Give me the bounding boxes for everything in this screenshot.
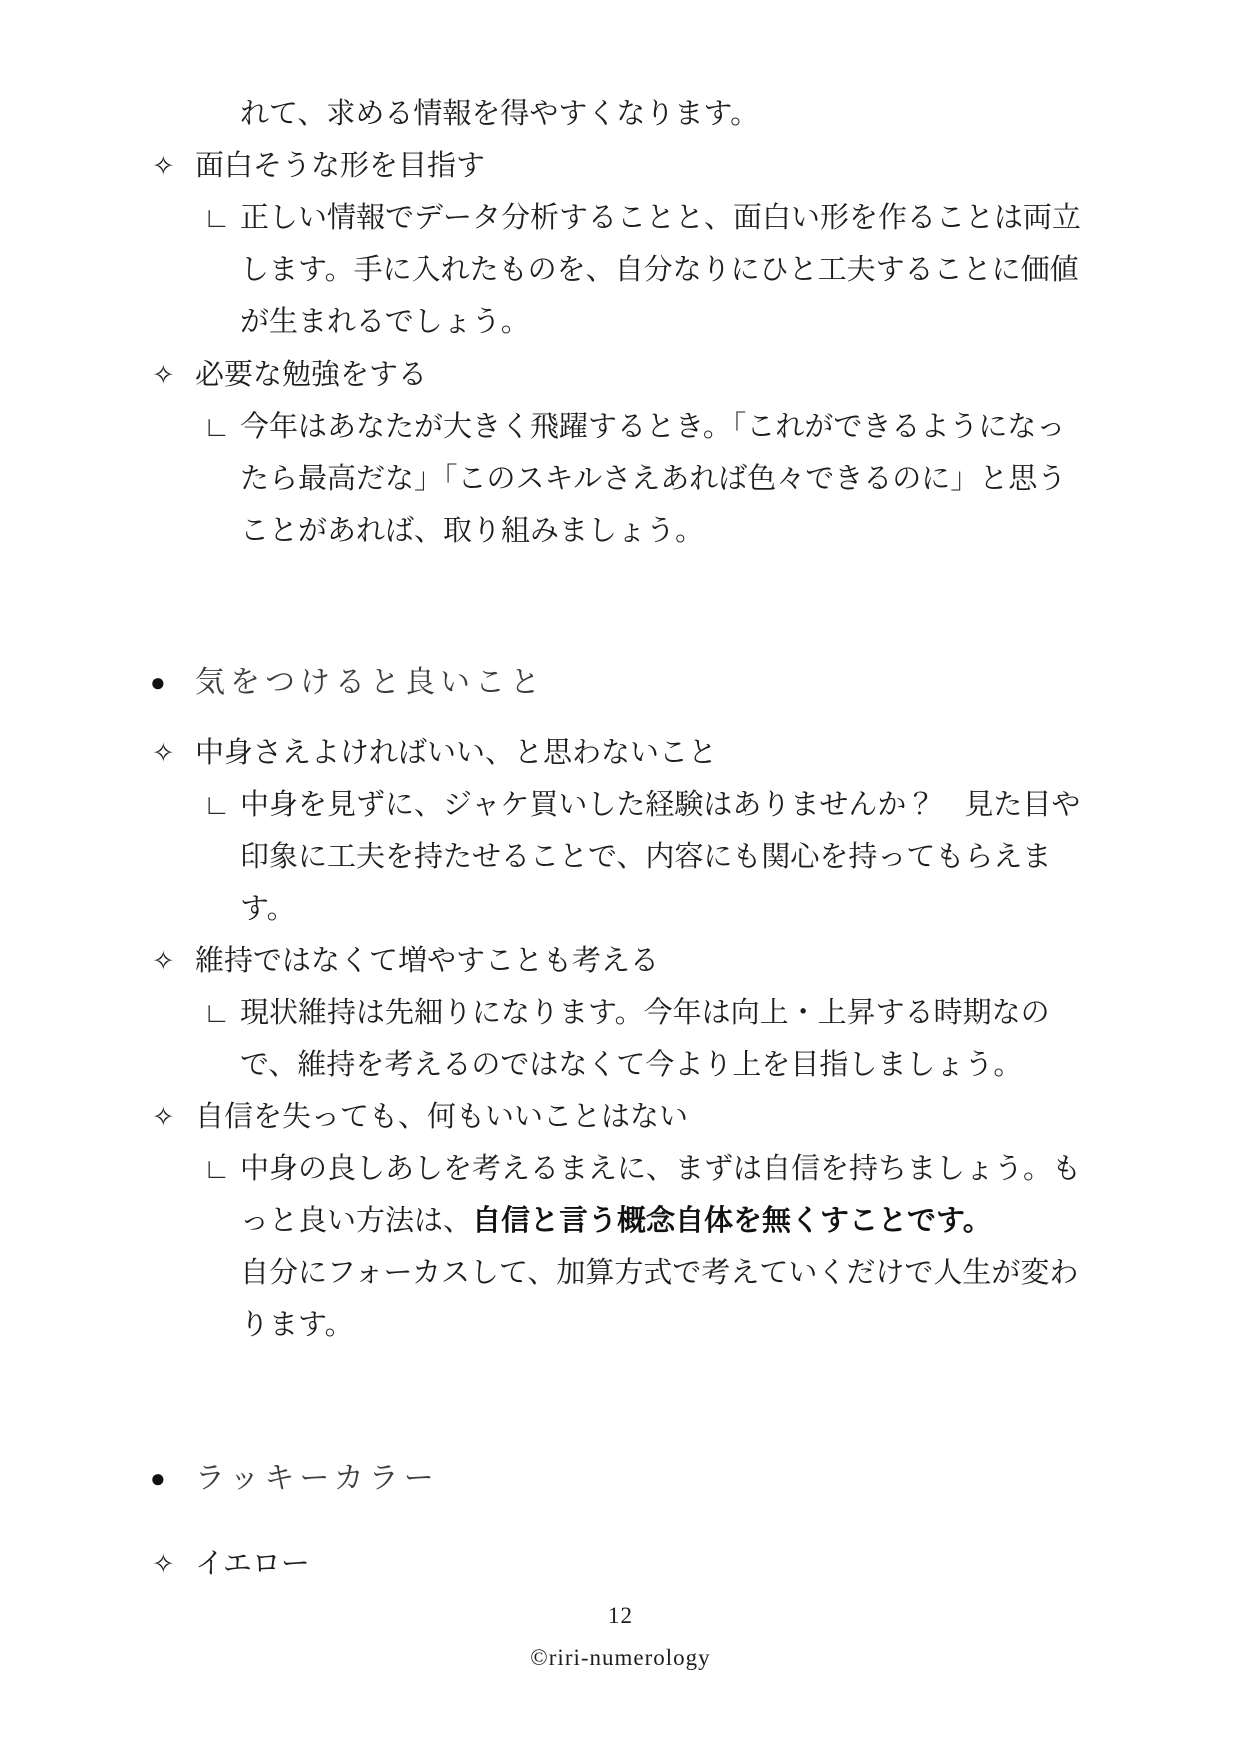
- list-subitem: [203, 997, 1050, 1030]
- branch-bullet-icon: ∟: [203, 412, 231, 443]
- body-text: 中身の良しあしを考えるまえに、まずは自信を持ちましょう。も: [240, 1153, 1082, 1185]
- body-text: 印象に工夫を持たせることで、内容にも関心を持ってもらえま: [240, 841, 1052, 873]
- list-item-title: [152, 945, 659, 978]
- body-text: ります。: [240, 1309, 354, 1341]
- list-item-title: [152, 1101, 688, 1134]
- list-item-title: [152, 737, 717, 770]
- body-text: します。手に入れたものを、自分なりにひと工夫することに価値: [240, 254, 1079, 286]
- body-line: [240, 254, 1079, 287]
- body-text: 中身を見ずに、ジャケ買いした経験はありませんか？ 見た目や: [240, 789, 1081, 821]
- branch-bullet-icon: ∟: [203, 1154, 231, 1185]
- branch-bullet-icon: ∟: [203, 998, 231, 1029]
- body-text: 自分にフォーカスして、加算方式で考えていくだけで人生が変わ: [240, 1257, 1079, 1289]
- body-text: 正しい情報でデータ分析することと、面白い形を作ることは両立: [240, 202, 1082, 234]
- item-title-text: 中身さえよければいい、と思わないこと: [195, 737, 718, 769]
- diamond-bullet-icon: ✧: [152, 151, 175, 181]
- page-number: 12: [608, 1603, 633, 1628]
- branch-bullet-icon: ∟: [203, 790, 231, 821]
- copyright-notice: ©riri-numerology: [530, 1645, 711, 1670]
- body-line: [240, 841, 1051, 874]
- body-text: で、維持を考えるのではなくて今より上を目指しましょう。: [240, 1049, 1023, 1081]
- body-line-with-emphasis: [240, 1205, 992, 1238]
- emphasized-text: 自信と言う概念自体を無くすことです。: [472, 1205, 992, 1237]
- body-text: す。: [240, 893, 296, 925]
- body-text: っと良い方法は、: [240, 1205, 473, 1237]
- item-title-text: 必要な勉強をする: [195, 359, 428, 391]
- section-bullet-icon: ●: [150, 1463, 166, 1493]
- branch-bullet-icon: ∟: [203, 203, 231, 234]
- diamond-bullet-icon: ✧: [152, 1549, 175, 1579]
- body-line: [240, 1309, 354, 1342]
- section-heading-text: 気をつけると良いこと: [195, 666, 545, 699]
- body-line: [240, 515, 704, 548]
- item-title-text: 自信を失っても、何もいいことはない: [195, 1101, 689, 1133]
- list-subitem: [203, 202, 1081, 235]
- item-title-text: 維持ではなくて増やすことも考える: [195, 945, 660, 977]
- section-bullet-icon: ●: [150, 667, 166, 697]
- body-line: [240, 1049, 1022, 1082]
- body-text: が生まれるでしょう。: [240, 306, 530, 338]
- body-text: 今年はあなたが大きく飛躍するとき。「これができるようになっ: [240, 411, 1066, 443]
- body-text: たら最高だな」「このスキルさえあれば色々できるのに」と思う: [240, 463, 1067, 495]
- body-line: [240, 1257, 1078, 1290]
- list-item-title: [152, 1548, 310, 1581]
- diamond-bullet-icon: ✧: [152, 360, 175, 390]
- list-item-title: [152, 359, 427, 392]
- item-title-text: イエロー: [195, 1548, 310, 1580]
- diamond-bullet-icon: ✧: [152, 946, 175, 976]
- list-subitem: [203, 1153, 1081, 1186]
- paragraph-continuation-line: [240, 98, 759, 131]
- body-line: [240, 893, 296, 926]
- diamond-bullet-icon: ✧: [152, 1102, 175, 1132]
- body-text: ことがあれば、取り組みましょう。: [240, 515, 705, 547]
- list-subitem: [203, 789, 1080, 822]
- section-heading-text: ラッキーカラー: [195, 1462, 439, 1495]
- item-title-text: 面白そうな形を目指す: [195, 150, 486, 182]
- body-line: [240, 306, 530, 339]
- diamond-bullet-icon: ✧: [152, 738, 175, 768]
- list-subitem: [203, 411, 1065, 444]
- body-line: [240, 463, 1066, 496]
- body-text: 現状維持は先細りになります。今年は向上・上昇する時期なの: [240, 997, 1050, 1029]
- section-heading-lucky-color: [150, 1461, 439, 1496]
- list-item-title: [152, 150, 485, 183]
- section-heading-cautions: [150, 665, 545, 700]
- body-text: れて、求める情報を得やすくなります。: [240, 98, 760, 130]
